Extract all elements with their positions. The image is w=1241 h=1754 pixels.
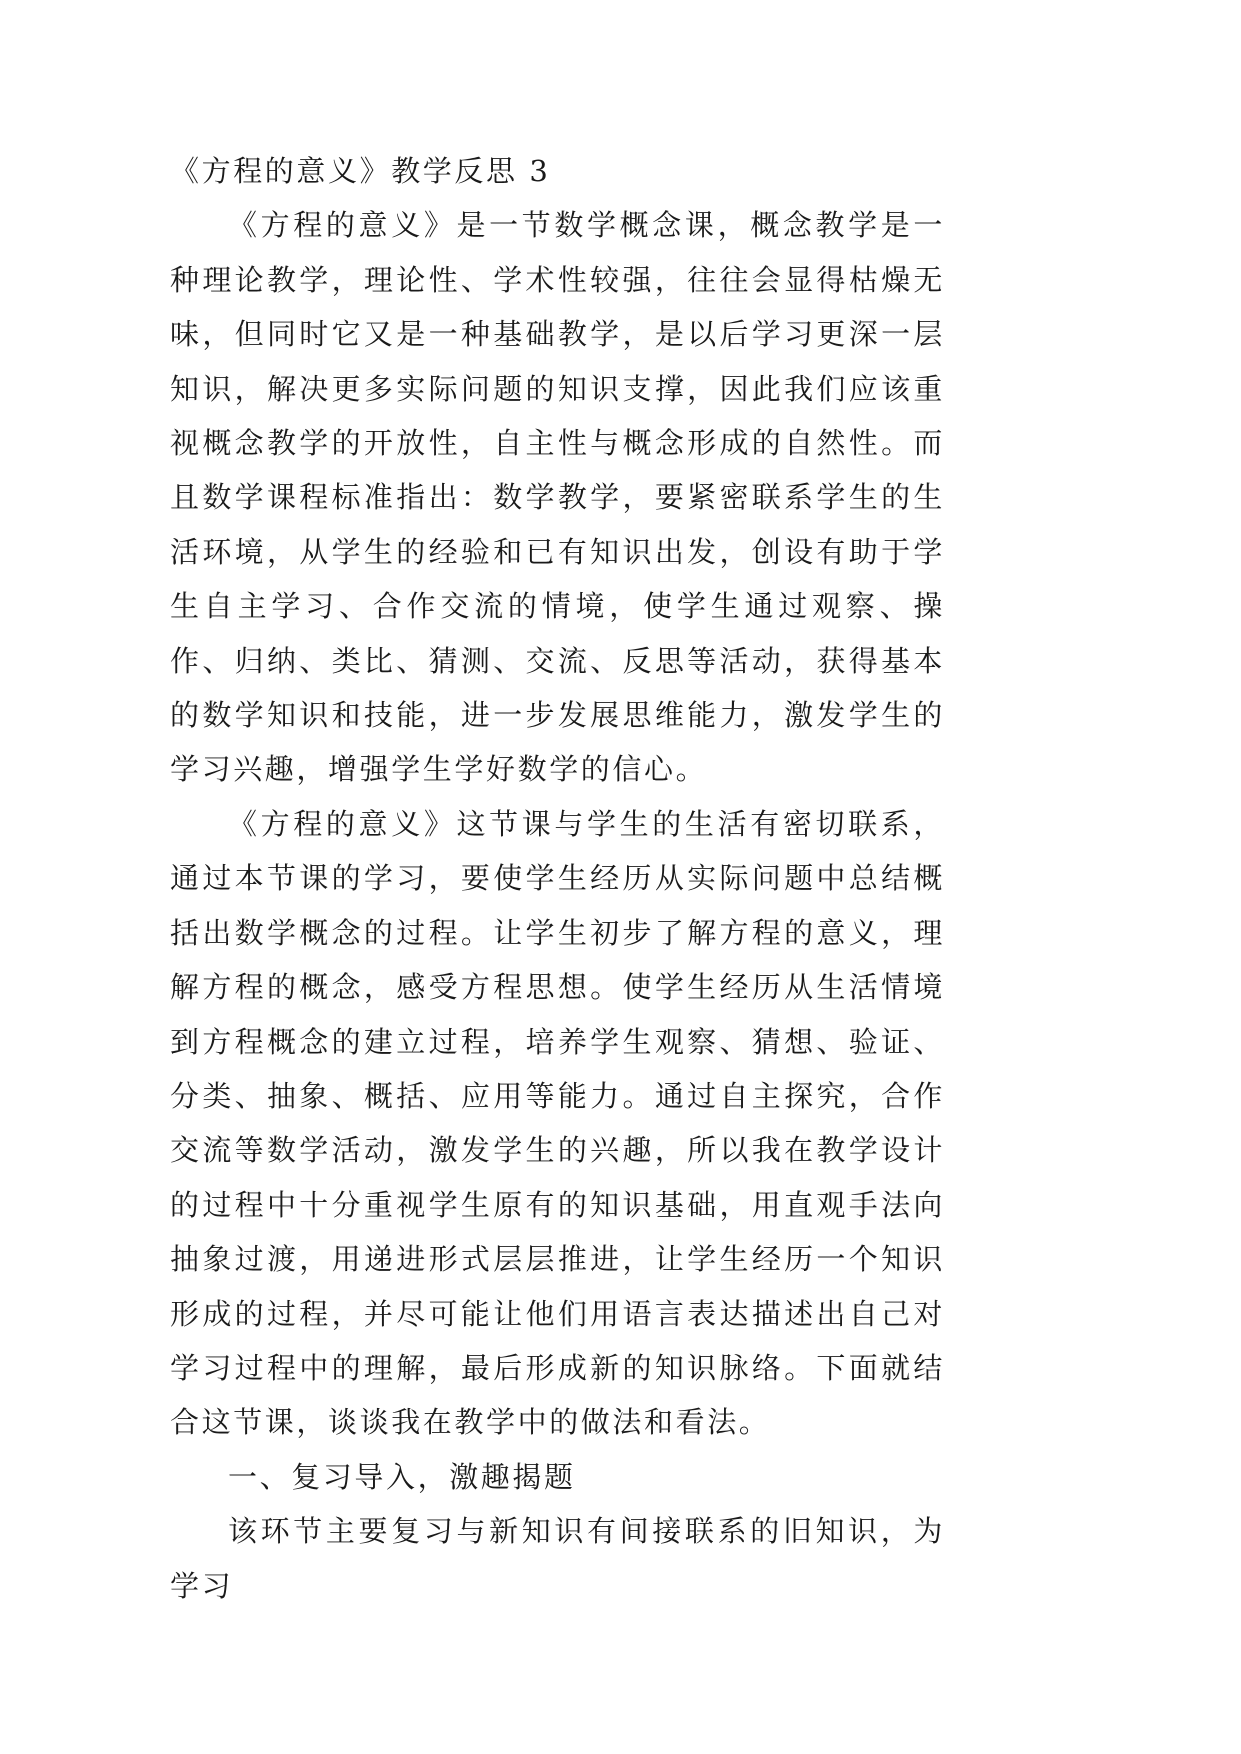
document-body: [170, 144, 945, 1613]
body-paragraph-1: 《方程的意义》是一节数学概念课，概念教学是一种理论教学，理论性、学术性较强，往往会显得枯燥无味，但同时它又是一种基础教学，是以后学习更深一层知识，解决更多实际问题的知识支撑，因此我们应该重视概念教学的开放性，自主性与概念形成的自然性。而且数学课程标准指出：数学教学，要紧密联系学生的生活环境，从学生的经验和已有知识出发，创设有助于学生自主学习、合作交流的情境，使学生通过观察、操作、归纳、类比、猜测、交流、反思等活动，获得基本的数学知识和技能，进一步发展思维能力，激发学生的学习兴趣，增强学生学好数学的信心。: [170, 208, 945, 787]
document-title: 《方程的意义》教学反思 3: [170, 154, 551, 188]
section-heading: 一、复习导入，激趣揭题: [228, 1459, 576, 1494]
section-paragraph: 该环节主要复习与新知识有间接联系的旧知识，为学习: [170, 1514, 945, 1603]
body-paragraph-2: 《方程的意义》这节课与学生的生活有密切联系，通过本节课的学习，要使学生经历从实际问题中总结概括出数学概念的过程。让学生初步了解方程的意义，理解方程的概念，感受方程思想。使学生经历从生活情境到方程概念的建立过程，培养学生观察、猜想、验证、分类、抽象、概括、应用等能力。通过自主探究，合作交流等数学活动，激发学生的兴趣，所以我在教学设计的过程中十分重视学生原有的知识基础，用直观手法向抽象过渡，用递进形式层层推进，让学生经历一个知识形成的过程，并尽可能让他们用语言表达描述出自己对学习过程中的理解，最后形成新的知识脉络。下面就结合这节课，谈谈我在教学中的做法和看法。: [170, 806, 945, 1440]
